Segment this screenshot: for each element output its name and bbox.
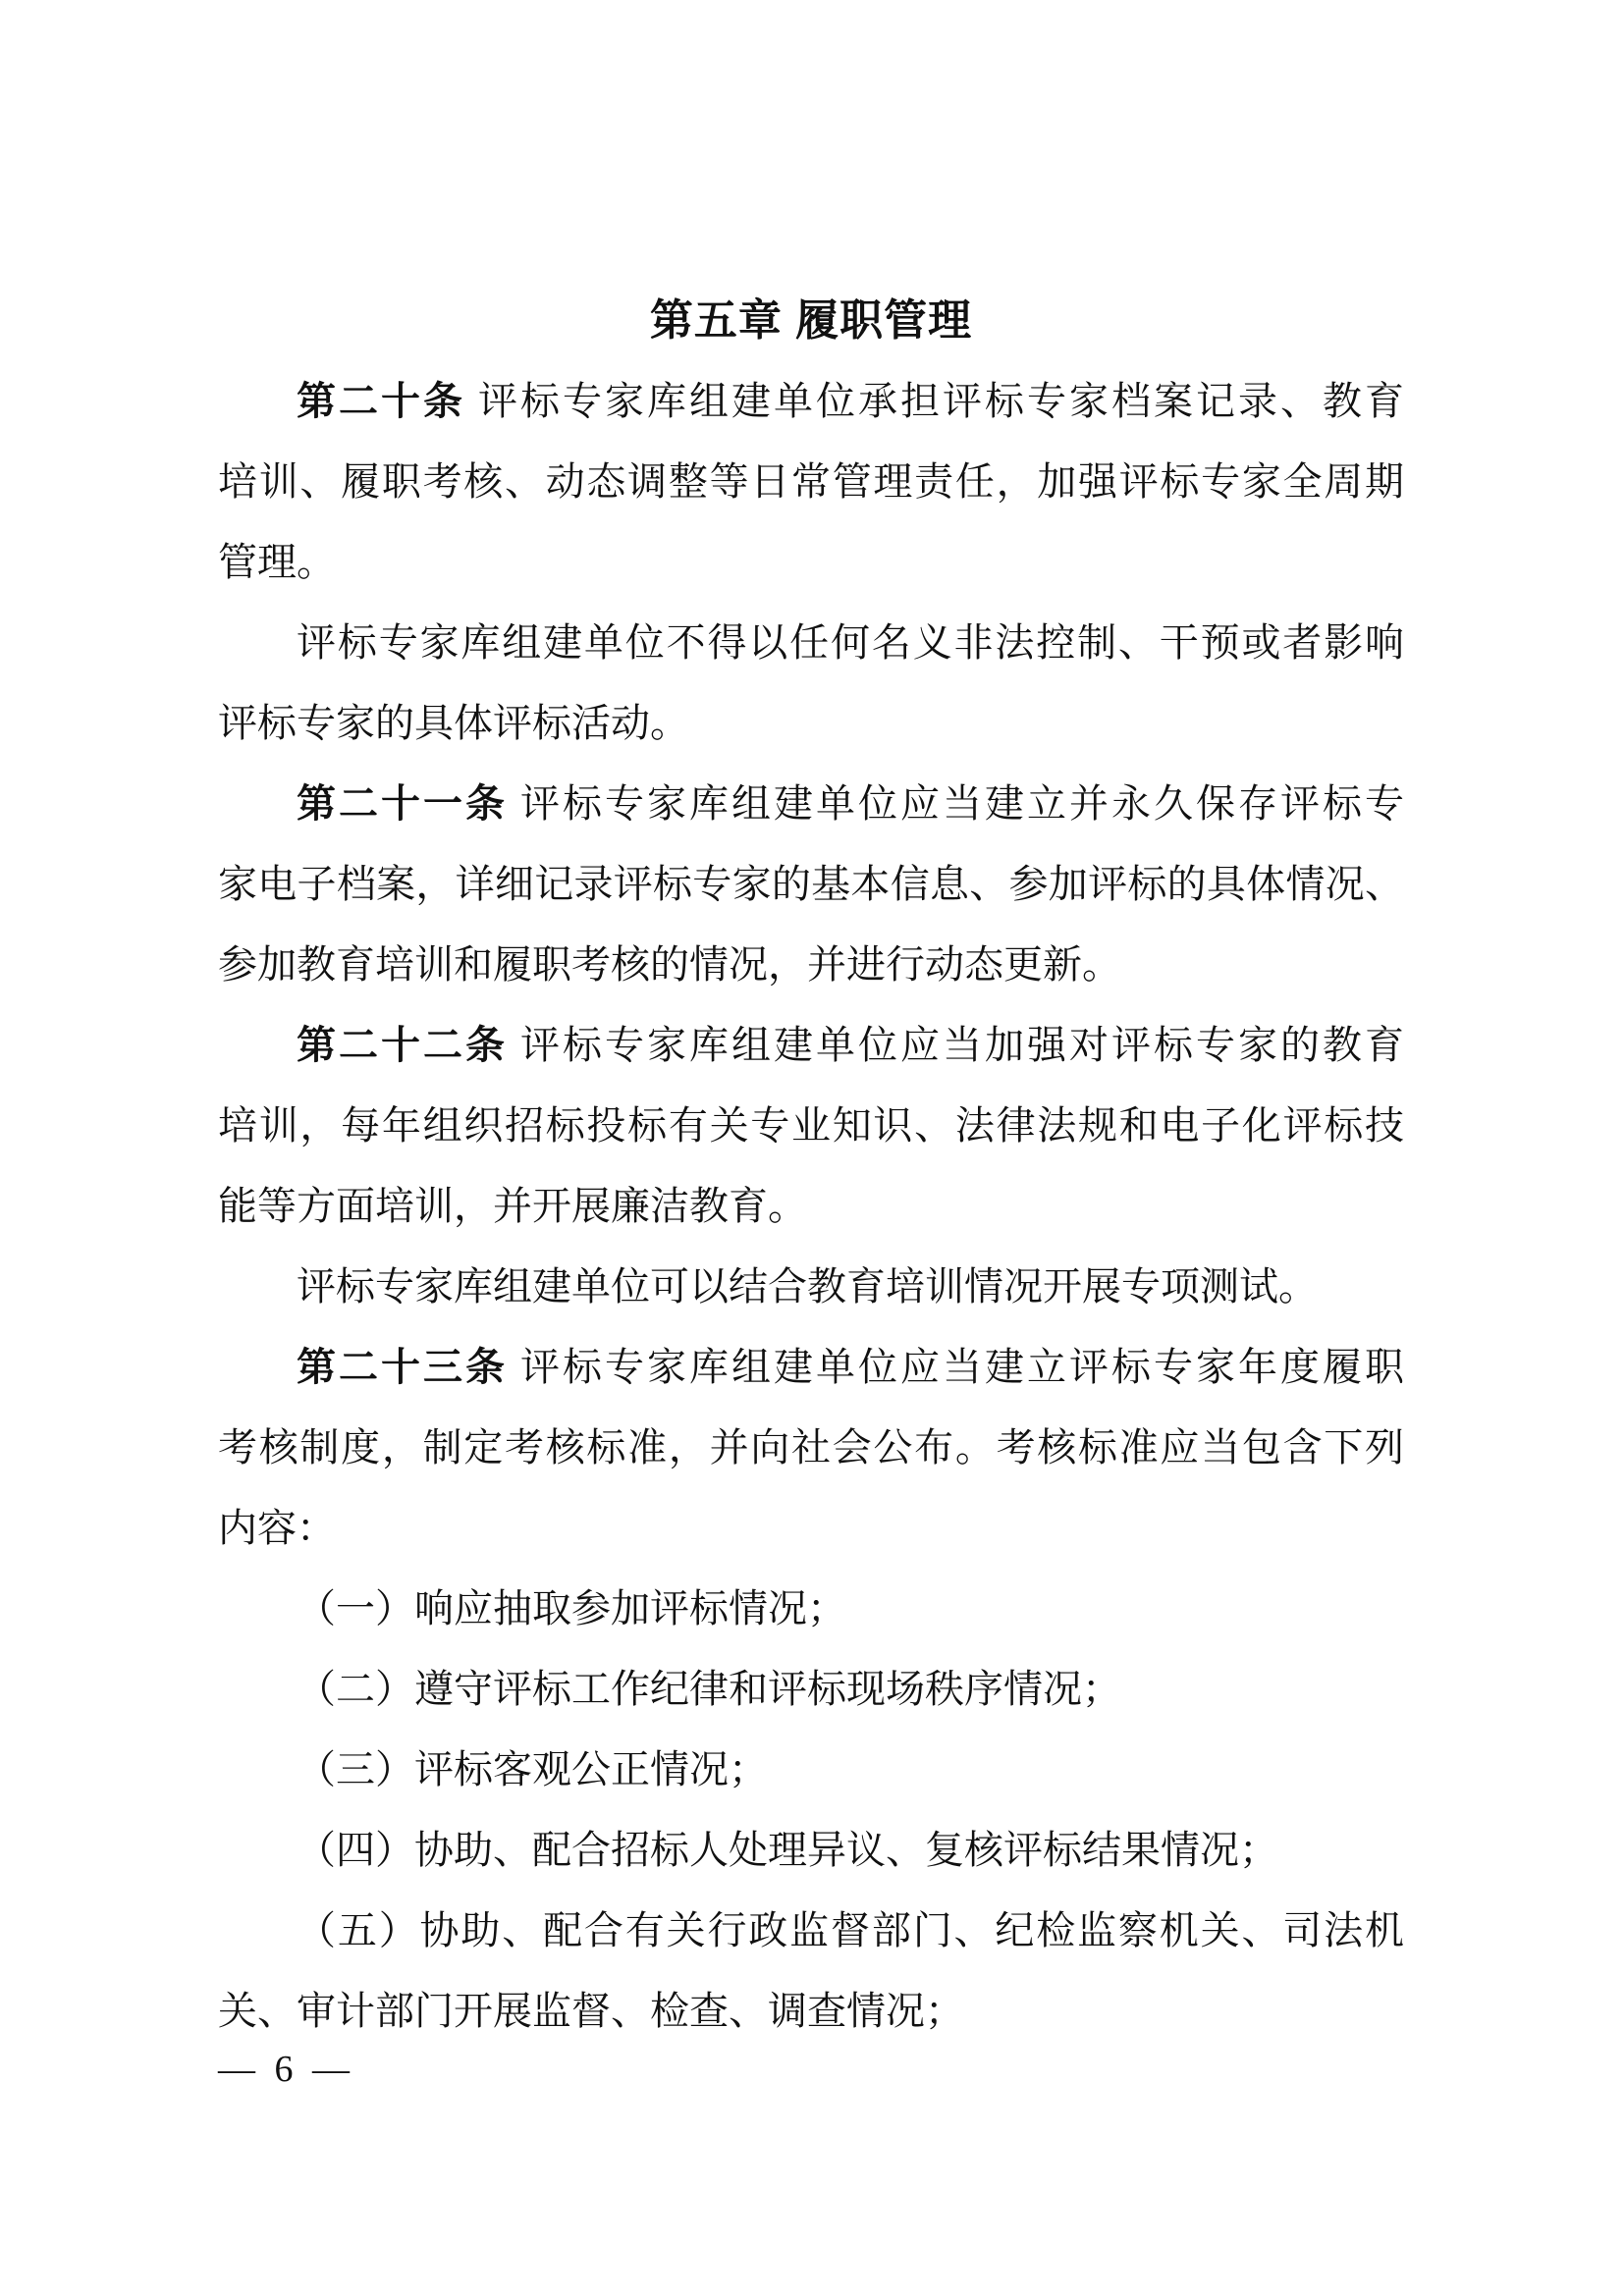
text-line: [218, 1649, 1404, 1730]
line-text: 培训、履职考核、动态调整等日常管理责任，加强评标专家全周期: [218, 459, 1404, 504]
line-text: 评标专家库组建单位承担评标专家档案记录、教育: [465, 379, 1404, 423]
text-line: [218, 603, 1404, 683]
text-line: [218, 1971, 1404, 2052]
document-body: [218, 361, 1404, 2052]
line-text: （四）协助、配合招标人处理异议、复核评标结果情况；: [297, 1828, 1278, 1872]
paragraph: [218, 1810, 1404, 1891]
line-text: 关、审计部门开展监督、检查、调查情况；: [218, 1989, 964, 2033]
text-line: [218, 1408, 1404, 1488]
paragraph: [218, 361, 1404, 603]
text-line: [218, 1247, 1404, 1327]
paragraph: [218, 764, 1404, 1005]
text-line: [218, 1569, 1404, 1649]
paragraph: [218, 1891, 1404, 2052]
paragraph: [218, 1247, 1404, 1327]
paragraph: [218, 1327, 1404, 1569]
line-text: 参加教育培训和履职考核的情况，并进行动态更新。: [218, 942, 1121, 987]
line-text: （二）遵守评标工作纪律和评标现场秩序情况；: [297, 1667, 1121, 1711]
text-line: [218, 522, 1404, 603]
page-number: — 6 —: [218, 2049, 354, 2090]
text-line: [218, 1810, 1404, 1891]
line-text: （一）响应抽取参加评标情况；: [297, 1586, 846, 1630]
line-text: （五）协助、配合有关行政监督部门、纪检监察机关、司法机: [297, 1908, 1404, 1952]
line-text: 管理。: [218, 540, 336, 584]
text-line: [218, 683, 1404, 764]
paragraph: [218, 603, 1404, 764]
line-text: 评标专家库组建单位应当建立并永久保存评标专: [508, 781, 1404, 826]
line-text: 培训，每年组织招标投标有关专业知识、法律法规和电子化评标技: [218, 1103, 1404, 1148]
line-text: 评标专家库组建单位可以结合教育培训情况开展专项测试。: [297, 1264, 1318, 1308]
text-line: [218, 1327, 1404, 1408]
text-line: [218, 925, 1404, 1005]
line-text: 评标专家库组建单位不得以任何名义非法控制、干预或者影响: [297, 620, 1404, 665]
article-number: 第二十一条: [297, 782, 508, 826]
line-text: 能等方面培训，并开展廉洁教育。: [218, 1184, 807, 1228]
text-line: [218, 1891, 1404, 1971]
text-line: [218, 442, 1404, 522]
text-line: [218, 844, 1404, 925]
line-text: 评标专家库组建单位应当建立评标专家年度履职: [508, 1345, 1404, 1389]
document-content: [218, 281, 1404, 2052]
paragraph: [218, 1005, 1404, 1247]
text-line: [218, 1005, 1404, 1086]
text-line: [218, 361, 1404, 442]
line-text: 考核制度，制定考核标准，并向社会公布。考核标准应当包含下列: [218, 1425, 1404, 1469]
paragraph: [218, 1649, 1404, 1730]
line-text: 评标专家库组建单位应当加强对评标专家的教育: [508, 1023, 1404, 1067]
text-line: [218, 1730, 1404, 1810]
line-text: 家电子档案，详细记录评标专家的基本信息、参加评标的具体情况、: [218, 862, 1404, 906]
line-text: （三）评标客观公正情况；: [297, 1747, 768, 1791]
line-text: 内容：: [218, 1506, 336, 1550]
chapter-title: 第五章 履职管理: [649, 296, 973, 345]
text-line: [218, 1166, 1404, 1247]
text-line: [218, 1488, 1404, 1569]
line-text: 评标专家的具体评标活动。: [218, 701, 689, 745]
text-line: [218, 764, 1404, 844]
article-number: 第二十条: [297, 380, 465, 423]
text-line: [218, 1086, 1404, 1166]
article-number: 第二十三条: [297, 1346, 508, 1389]
article-number: 第二十二条: [297, 1024, 508, 1067]
paragraph: [218, 1569, 1404, 1649]
paragraph: [218, 1730, 1404, 1810]
